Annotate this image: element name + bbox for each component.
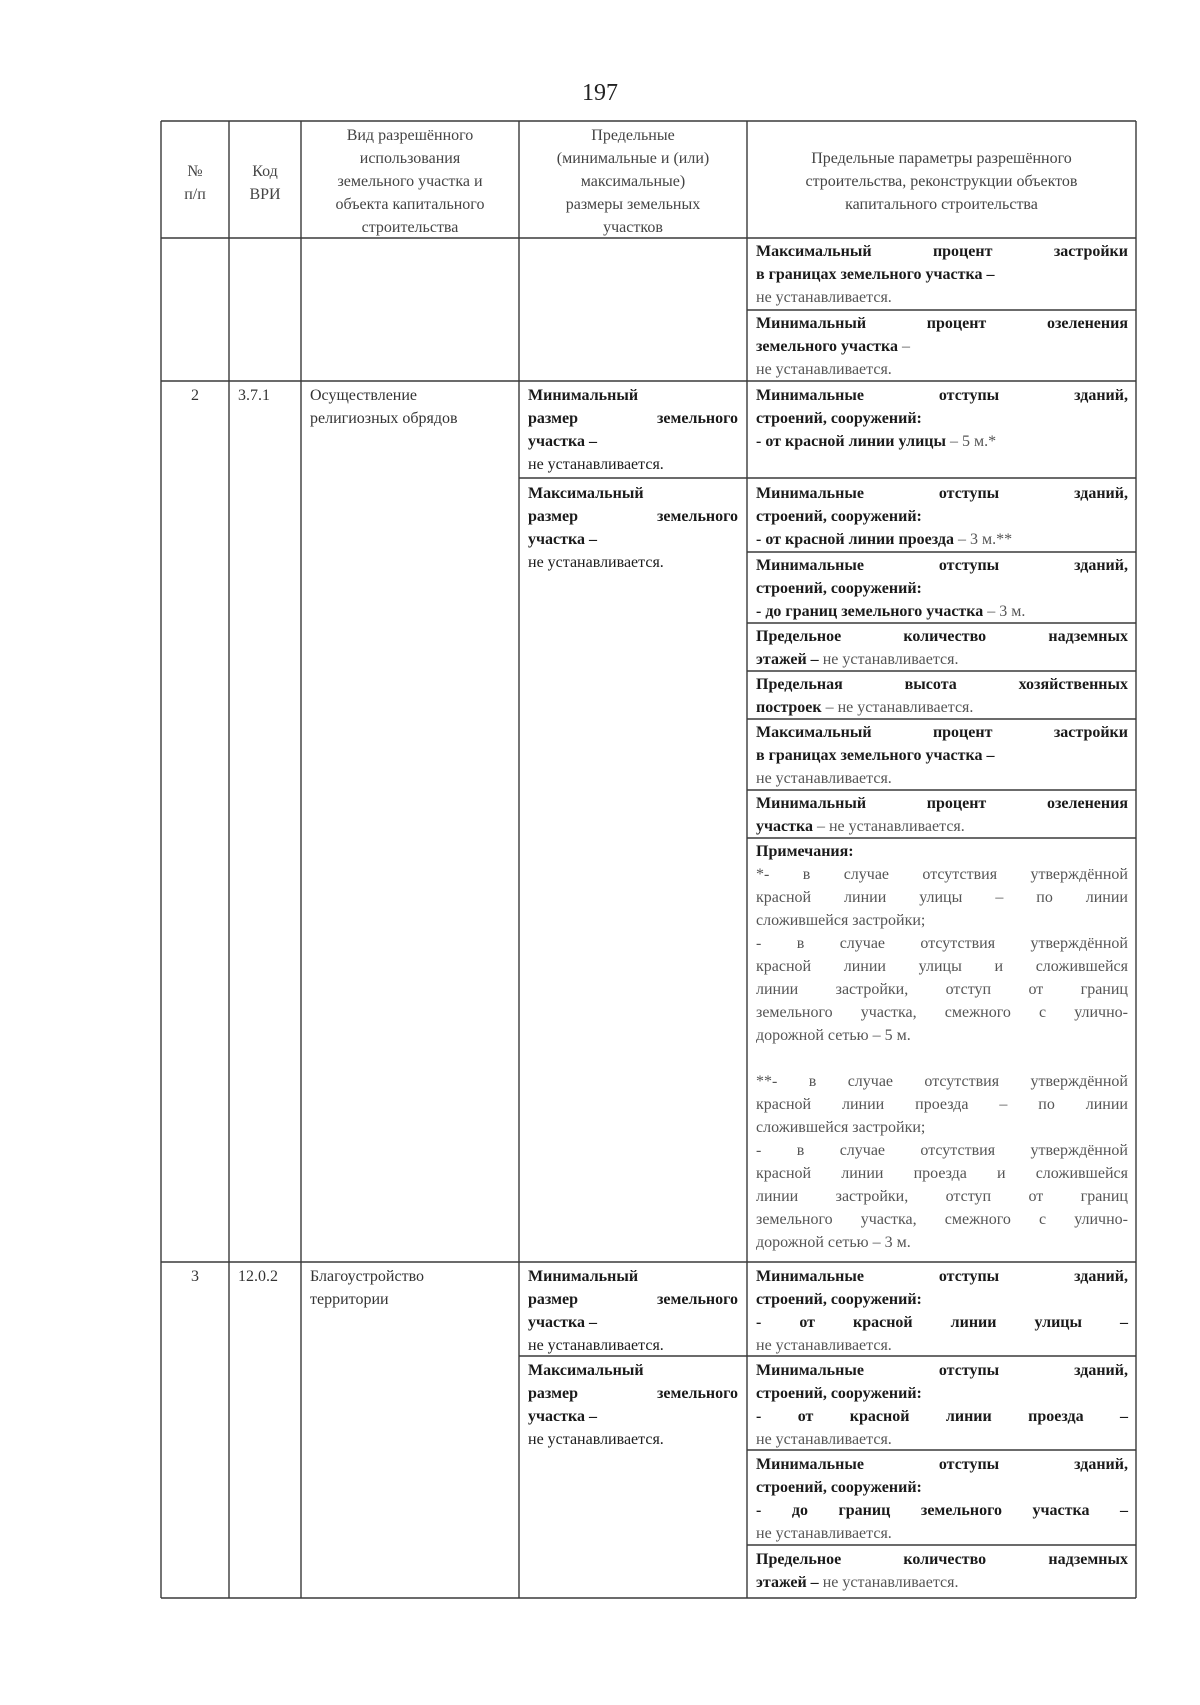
header-number-abbr: п/п — [184, 186, 206, 203]
size-bold: Максимальный — [528, 485, 644, 502]
max-size-cell — [528, 1359, 738, 1451]
use-name-line: территории — [310, 1291, 389, 1308]
notes-title: Примечания: — [756, 843, 854, 860]
page-number: 197 — [582, 80, 618, 106]
row-code: 3.7.1 — [238, 387, 270, 404]
param-cell — [756, 792, 1128, 838]
size-bold: размер земельного — [528, 1385, 738, 1402]
header-number-symbol: № — [187, 163, 203, 180]
param-bold: этажей – — [756, 651, 819, 668]
note-line: дорожной сетью – 5 м. — [756, 1027, 911, 1044]
param-bold: строений, сооружений: — [756, 1479, 922, 1496]
note-line: линии застройки, отступ от границ — [756, 1188, 1128, 1205]
header-line: размеры земельных — [565, 196, 701, 213]
param-text: не устанавливается. — [756, 289, 892, 306]
size-bold: размер земельного — [528, 410, 738, 427]
size-text: не устанавливается. — [528, 456, 664, 473]
param-cell — [756, 482, 1128, 551]
param-cell — [756, 384, 1128, 453]
param-bold: строений, сооружений: — [756, 410, 922, 427]
param-bold: строений, сооружений: — [756, 508, 922, 525]
header-line: строительства, реконструкции объектов — [805, 173, 1078, 190]
param-bold: Минимальные отступы зданий, — [756, 1456, 1128, 1473]
param-bold: - от красной линии проезда — [756, 531, 954, 548]
size-bold: размер земельного — [528, 508, 738, 525]
header-line: Вид разрешённого — [346, 127, 474, 144]
header-line: строительства — [361, 219, 459, 236]
size-bold: участка – — [528, 531, 597, 548]
param-bold: Минимальные отступы зданий, — [756, 1268, 1128, 1285]
note-line: красной линии улицы и сложившейся — [756, 958, 1128, 975]
param-bold: в границах земельного участка – — [756, 266, 995, 283]
param-bold: строений, сооружений: — [756, 1385, 922, 1402]
param-cell — [756, 554, 1128, 623]
size-bold: участка – — [528, 1408, 597, 1425]
param-bold: Предельное количество надземных — [756, 1551, 1128, 1568]
param-bold: Минимальный процент озеленения — [756, 795, 1128, 812]
size-bold: участка – — [528, 1314, 597, 1331]
header-plot-size — [519, 124, 747, 239]
param-cell — [756, 673, 1128, 719]
header-line: (минимальные и (или) — [556, 150, 710, 167]
param-text: – 3 м. — [983, 603, 1026, 620]
note-line: сложившейся застройки; — [756, 912, 926, 929]
header-line: Предельные — [591, 127, 675, 144]
param-cell — [756, 1453, 1128, 1545]
min-size-cell — [528, 384, 738, 476]
param-bold: Минимальный процент озеленения — [756, 315, 1128, 332]
size-text: не устанавливается. — [528, 1431, 664, 1448]
header-line: максимальные) — [580, 173, 686, 190]
header-number — [161, 160, 229, 206]
param-cell — [756, 1548, 1128, 1594]
param-text: – не устанавливается. — [812, 818, 965, 835]
note-line: красной линии улицы – по линии — [756, 889, 1128, 906]
param-bold: земельного участка — [756, 338, 899, 355]
param-bold: - от красной линии проезда – — [756, 1408, 1128, 1425]
param-text: не устанавливается. — [756, 1337, 892, 1354]
note-line: сложившейся застройки; — [756, 1119, 926, 1136]
param-text: – не устанавливается. — [821, 699, 974, 716]
note-line: *- в случае отсутствия утверждённой — [756, 866, 1128, 883]
size-bold: Минимальный — [528, 1268, 639, 1285]
use-name-line: религиозных обрядов — [310, 410, 458, 427]
size-bold: размер земельного — [528, 1291, 738, 1308]
param-cell — [756, 1265, 1128, 1357]
param-text: не устанавливается. — [756, 770, 892, 787]
header-code-line1: Код — [252, 163, 278, 180]
note-line: - в случае отсутствия утверждённой — [756, 1142, 1128, 1159]
header-line: капитального строительства — [845, 196, 1038, 213]
note-line: дорожной сетью – 3 м. — [756, 1234, 911, 1251]
header-use-type — [301, 124, 519, 239]
param-cell — [756, 240, 1128, 309]
param-bold: этажей – — [756, 1574, 819, 1591]
row-number: 2 — [191, 387, 199, 404]
param-bold: Минимальные отступы зданий, — [756, 485, 1128, 502]
param-bold: - от красной линии улицы – — [756, 1314, 1128, 1331]
param-cell — [756, 312, 1128, 381]
use-name-line: Осуществление — [310, 387, 418, 404]
param-text: не устанавливается. — [818, 1574, 959, 1591]
row-use-name — [310, 1265, 515, 1311]
header-line: использования — [359, 150, 461, 167]
param-bold: участка — [756, 818, 813, 835]
header-line: объекта капитального — [335, 196, 485, 213]
note-line: - в случае отсутствия утверждённой — [756, 935, 1128, 952]
param-bold: строений, сооружений: — [756, 580, 922, 597]
note-line: линии застройки, отступ от границ — [756, 981, 1128, 998]
header-line: участков — [603, 219, 663, 236]
note-line: красной линии проезда – по линии — [756, 1096, 1128, 1113]
param-bold: Минимальные отступы зданий, — [756, 1362, 1128, 1379]
header-code — [229, 160, 301, 206]
param-bold: Минимальные отступы зданий, — [756, 387, 1128, 404]
note-line: земельного участка, смежного с улично- — [756, 1211, 1128, 1228]
param-text: не устанавливается. — [756, 1431, 892, 1448]
param-bold: строений, сооружений: — [756, 1291, 922, 1308]
param-cell — [756, 1359, 1128, 1451]
param-bold: построек — [756, 699, 822, 716]
param-bold: - до границ земельного участка – — [756, 1502, 1128, 1519]
row-use-name — [310, 384, 515, 430]
param-cell — [756, 721, 1128, 790]
size-text: не устанавливается. — [528, 554, 664, 571]
note-line: красной линии проезда и сложившейся — [756, 1165, 1128, 1182]
size-bold: Максимальный — [528, 1362, 644, 1379]
param-text: не устанавливается. — [756, 1525, 892, 1542]
param-bold: Предельная высота хозяйственных — [756, 676, 1128, 693]
param-bold: - от красной линии улицы — [756, 433, 946, 450]
param-bold: в границах земельного участка – — [756, 747, 995, 764]
notes-cell — [756, 840, 1128, 1254]
header-line: земельного участка и — [337, 173, 483, 190]
note-line: земельного участка, смежного с улично- — [756, 1004, 1128, 1021]
size-text: не устанавливается. — [528, 1337, 664, 1354]
param-bold: Максимальный процент застройки — [756, 243, 1128, 260]
param-bold: Предельное количество надземных — [756, 628, 1128, 645]
use-name-line: Благоустройство — [310, 1268, 425, 1285]
param-text: не устанавливается. — [756, 361, 892, 378]
size-bold: Минимальный — [528, 387, 639, 404]
header-line: Предельные параметры разрешённого — [811, 150, 1072, 167]
row-code: 12.0.2 — [238, 1268, 278, 1285]
param-bold: Максимальный процент застройки — [756, 724, 1128, 741]
size-bold: участка – — [528, 433, 597, 450]
max-size-cell — [528, 482, 738, 574]
param-text: не устанавливается. — [818, 651, 959, 668]
min-size-cell — [528, 1265, 738, 1357]
note-line: **- в случае отсутствия утверждённой — [756, 1073, 1128, 1090]
param-text: – 3 м.** — [953, 531, 1013, 548]
row-number: 3 — [191, 1268, 199, 1285]
param-text: – 5 м.* — [946, 433, 997, 450]
header-parameters — [747, 147, 1136, 216]
param-cell — [756, 625, 1128, 671]
param-text: – — [898, 338, 911, 355]
param-bold: Минимальные отступы зданий, — [756, 557, 1128, 574]
header-code-line2: ВРИ — [249, 186, 281, 203]
param-bold: - до границ земельного участка — [756, 603, 984, 620]
